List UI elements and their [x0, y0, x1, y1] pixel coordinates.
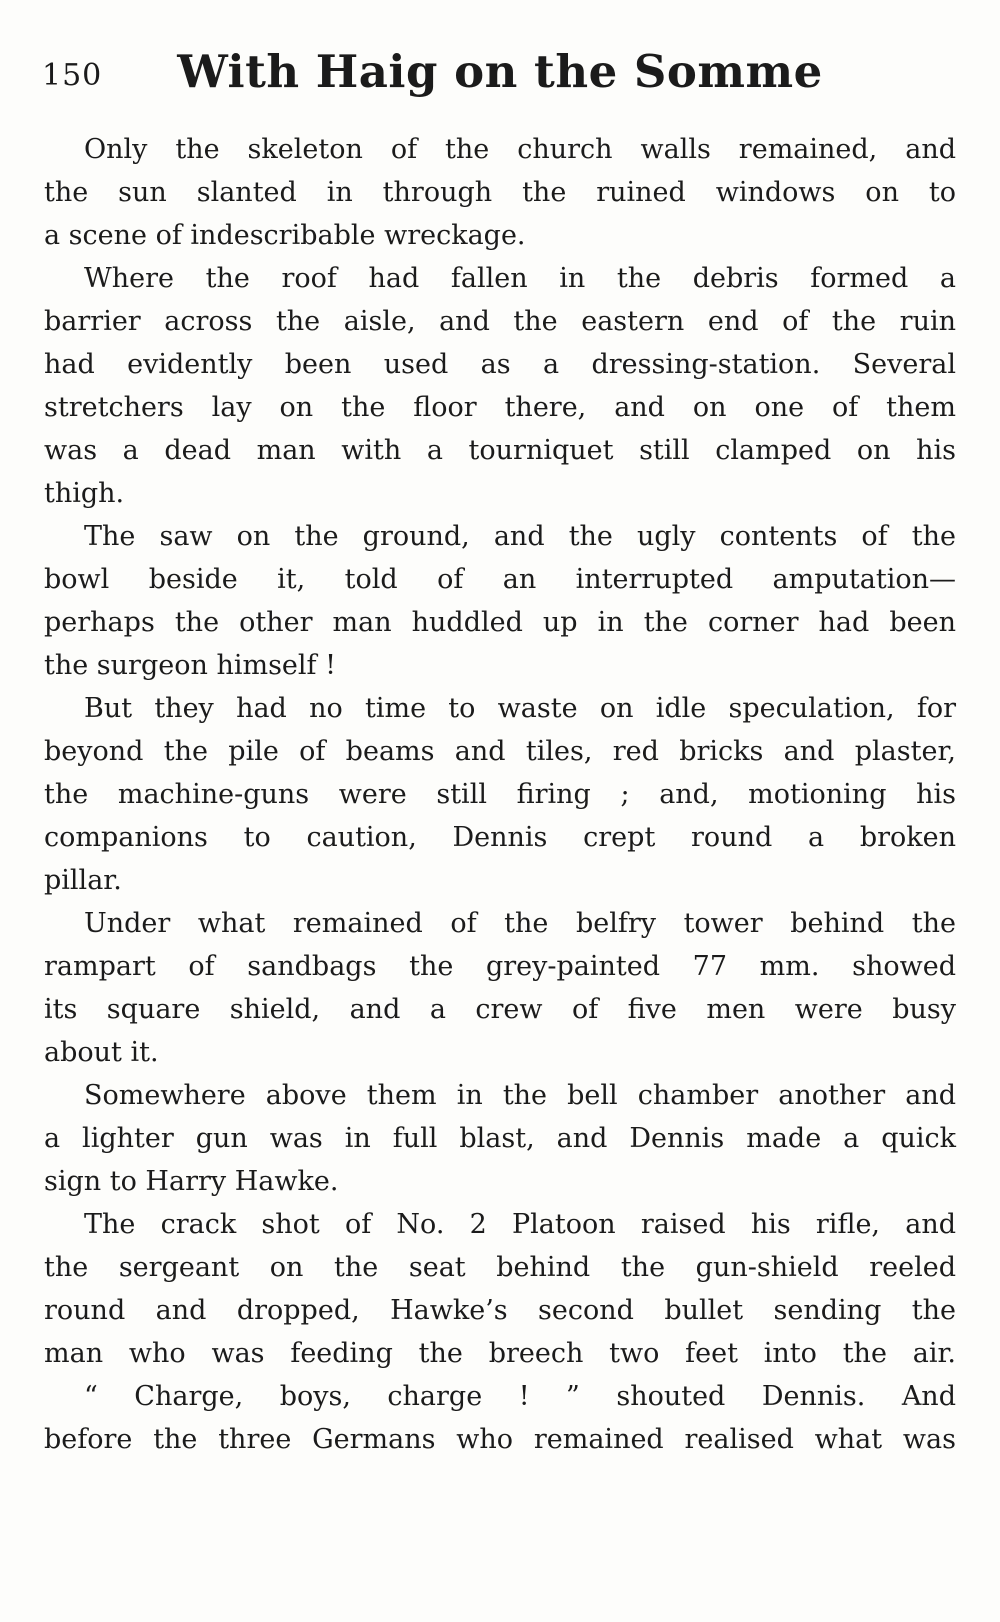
text-line: The crack shot of No. 2 Platoon raised his rifle, and: [84, 1209, 956, 1240]
text-line: the machine-guns were still firing ; and, motioning his: [44, 779, 956, 810]
text-line: Somewhere above them in the bell chamber another and: [84, 1080, 956, 1111]
text-line: companions to caution, Dennis crept round a broken: [44, 822, 956, 853]
page-body: [0, 106, 1000, 1461]
paragraph: [44, 687, 956, 902]
text-line: But they had no time to waste on idle speculation, for: [84, 693, 956, 724]
paragraph: [44, 257, 956, 515]
paragraph: [44, 1074, 956, 1203]
text-line: before the three Germans who remained realised what was: [44, 1424, 956, 1455]
text-line: The saw on the ground, and the ugly contents of the: [84, 521, 956, 552]
text-line: bowl beside it, told of an interrupted amputation—: [44, 564, 956, 595]
paragraph: [44, 515, 956, 687]
text-line: about it.: [44, 1037, 159, 1068]
text-line: pillar.: [44, 865, 122, 896]
text-line: stretchers lay on the floor there, and on one of them: [44, 392, 956, 423]
text-line: barrier across the aisle, and the eastern end of the ruin: [44, 306, 956, 337]
paragraph: [44, 1203, 956, 1375]
text-line: Where the roof had fallen in the debris formed a: [84, 263, 956, 294]
text-line: the sergeant on the seat behind the gun-shield reeled: [44, 1252, 956, 1283]
text-line: a lighter gun was in full blast, and Dennis made a quick: [44, 1123, 956, 1154]
text-line: sign to Harry Hawke.: [44, 1166, 339, 1197]
text-line: the surgeon himself !: [44, 650, 336, 681]
text-line: its square shield, and a crew of five men were busy: [44, 994, 956, 1025]
page-number: 150: [42, 58, 103, 93]
text-line: Only the skeleton of the church walls remained, and: [84, 134, 956, 165]
text-line: perhaps the other man huddled up in the corner had been: [44, 607, 956, 638]
paragraph: [44, 1375, 956, 1461]
paragraph: [44, 902, 956, 1074]
text-line: thigh.: [44, 478, 125, 509]
paragraph: [44, 128, 956, 257]
text-line: had evidently been used as a dressing-station. Several: [44, 349, 956, 380]
text-line: the sun slanted in through the ruined windows on to: [44, 177, 956, 208]
text-line: man who was feeding the breech two feet into the air.: [44, 1338, 956, 1369]
text-line: Under what remained of the belfry tower behind the: [84, 908, 956, 939]
text-line: rampart of sandbags the grey-painted 77 mm. showed: [44, 951, 956, 982]
page-header: [0, 0, 1000, 106]
text-line: round and dropped, Hawke’s second bullet sending the: [44, 1295, 956, 1326]
text-line: beyond the pile of beams and tiles, red bricks and plaster,: [44, 736, 956, 767]
text-line: “ Charge, boys, charge ! ” shouted Dennis. And: [84, 1381, 956, 1412]
page-title: With Haig on the Somme: [177, 45, 823, 98]
text-line: a scene of indescribable wreckage.: [44, 220, 526, 251]
text-line: was a dead man with a tourniquet still clamped on his: [44, 435, 956, 466]
